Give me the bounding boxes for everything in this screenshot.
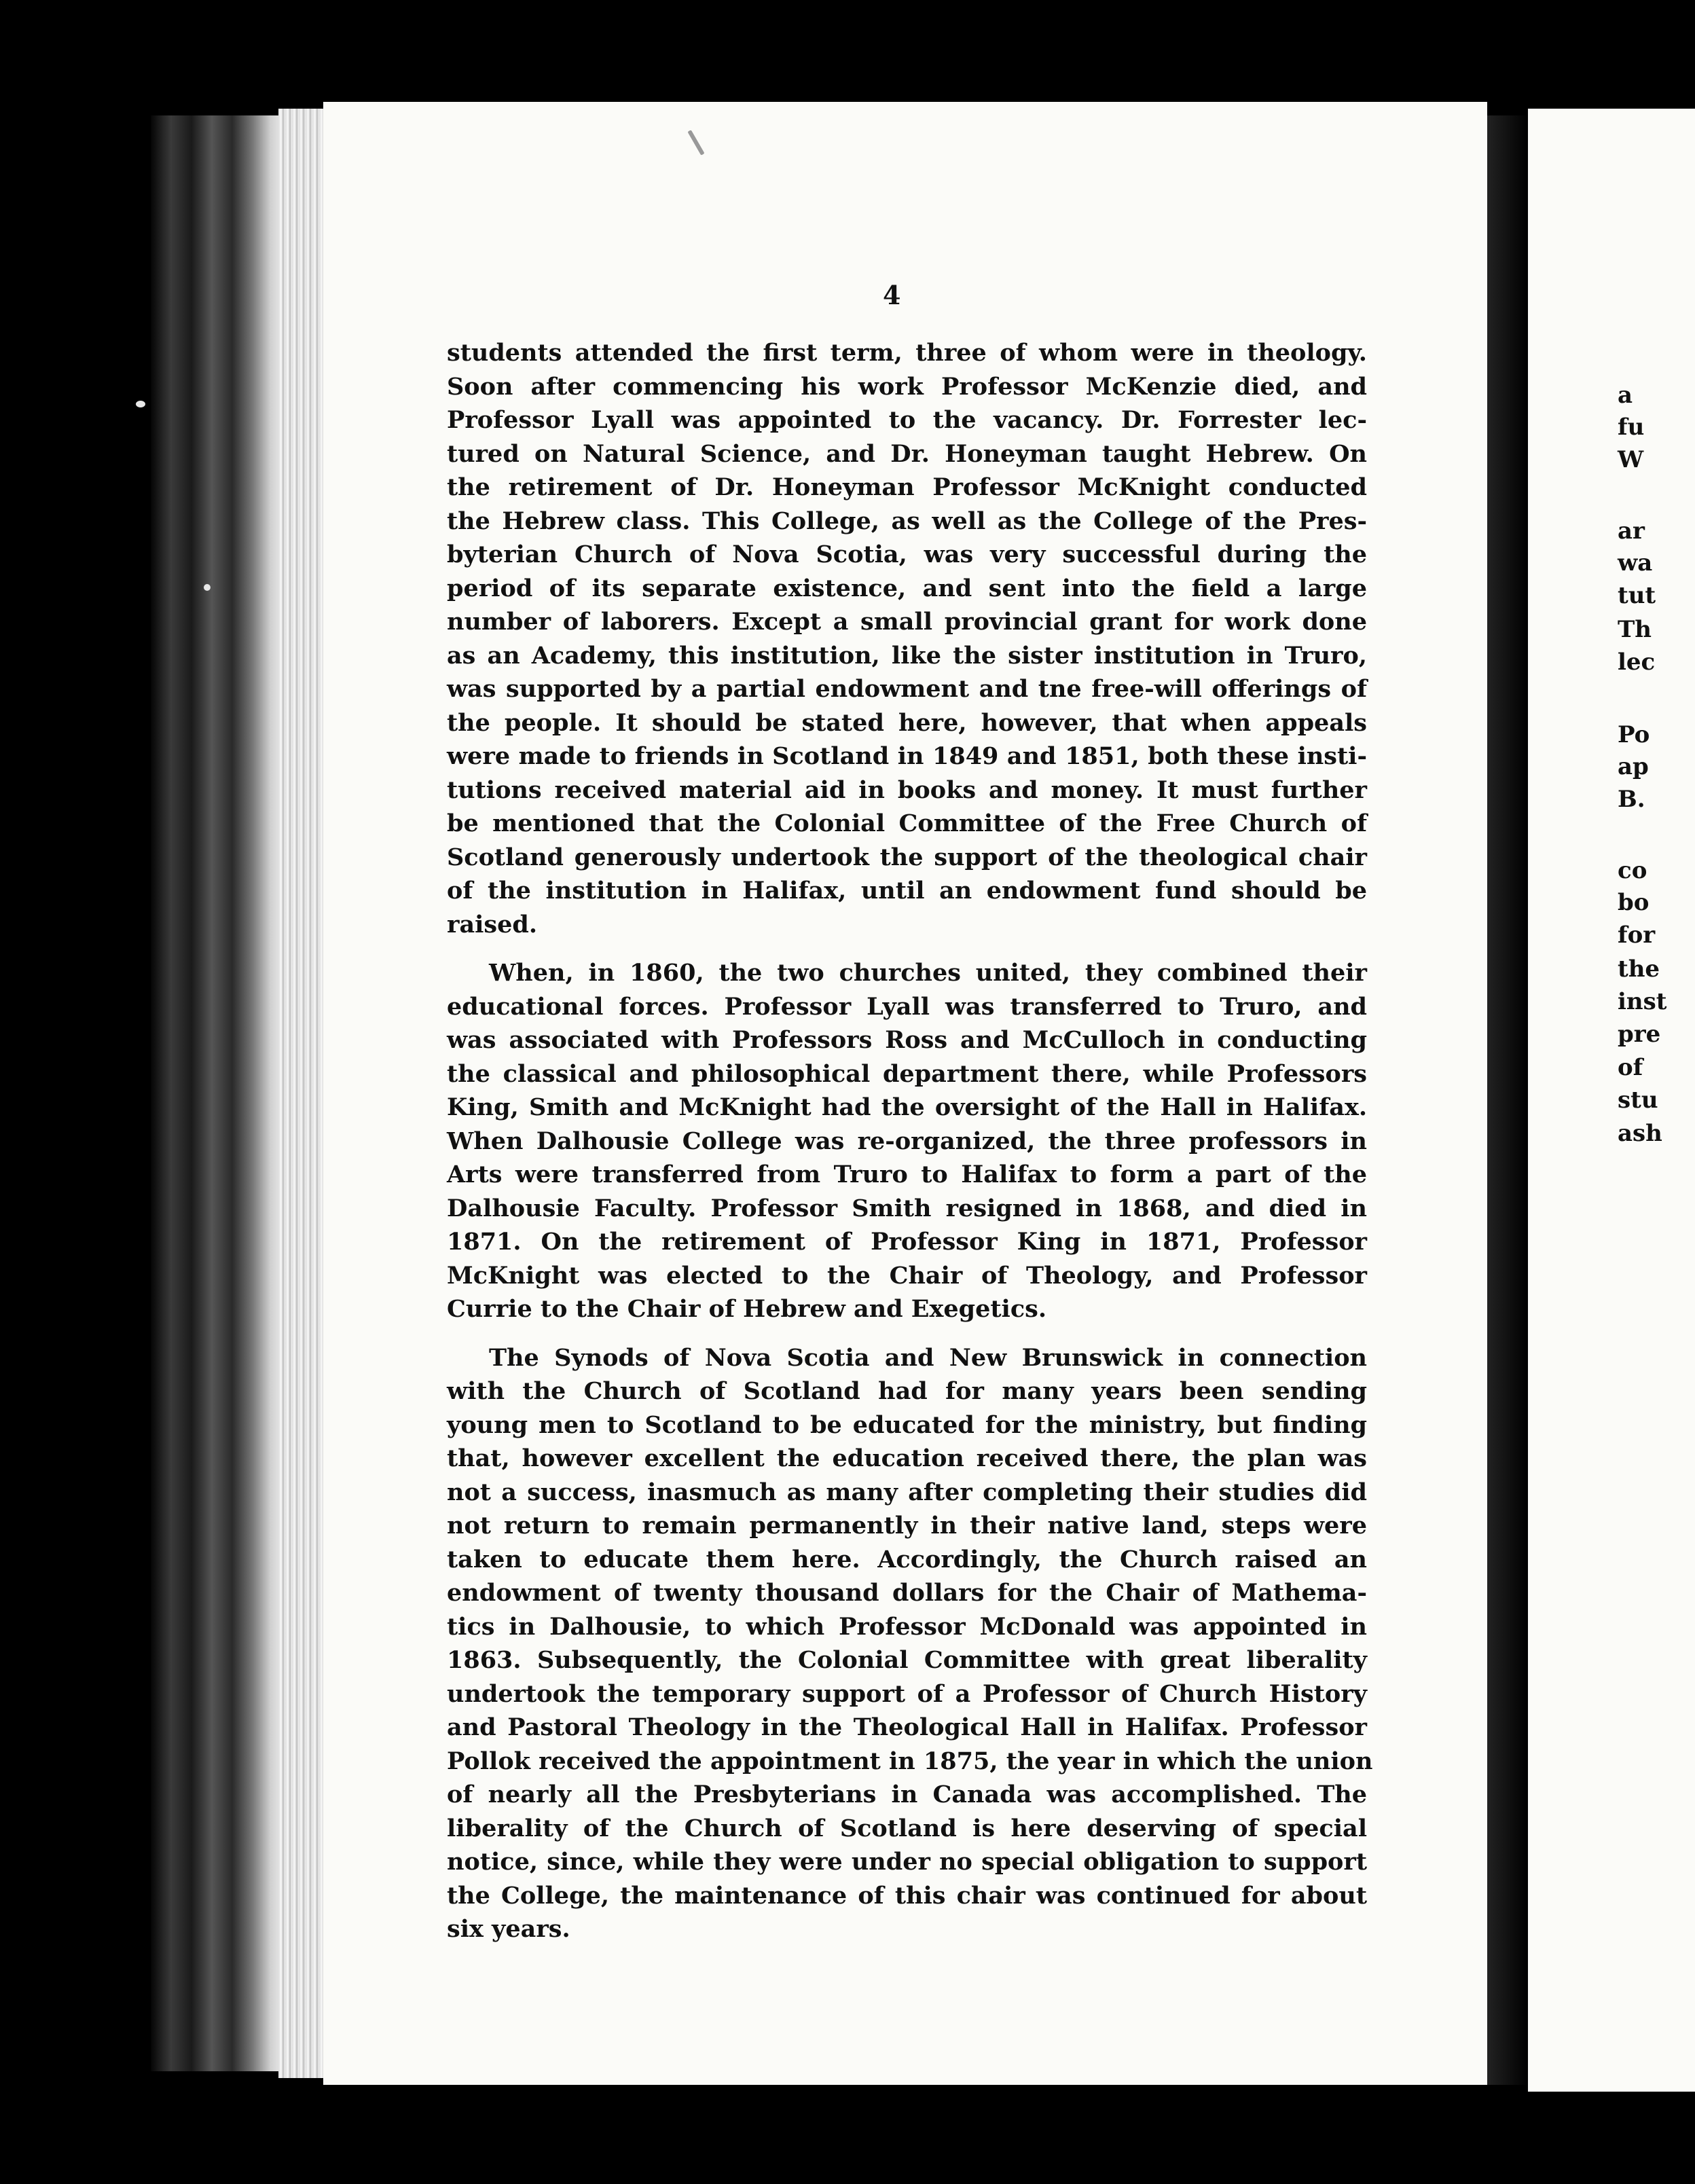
text-line: with the Church of Scotland had for many years been sending [447, 1377, 1367, 1405]
facing-page-fragment: a [1618, 382, 1633, 409]
text-line: McKnight was elected to the Chair of Theology, and Professor [447, 1261, 1367, 1290]
facing-page-fragment: fu [1618, 414, 1645, 441]
text-line: that, however excellent the education received there, the plan was [447, 1444, 1367, 1472]
text-line: taken to educate them here. Accordingly, the Church raised an [447, 1545, 1367, 1573]
facing-page [1528, 109, 1695, 2092]
facing-page-fragment: of [1618, 1054, 1643, 1081]
text-line: not return to remain permanently in their native land, steps were [447, 1512, 1367, 1540]
text-line: Arts were transferred from Truro to Halifax to form a part of the [447, 1161, 1367, 1188]
facing-page-fragment: B. [1618, 786, 1645, 813]
facing-page-fragment: W [1618, 446, 1644, 473]
text-line: Currie to the Chair of Hebrew and Exegetics. [447, 1295, 1047, 1323]
text-line: endowment of twenty thousand dollars for the Chair of Mathema- [447, 1579, 1367, 1607]
text-line: six years. [447, 1915, 570, 1943]
text-line: were made to friends in Scotland in 1849 and 1851, both these insti- [447, 742, 1367, 770]
facing-page-fragment: pre [1618, 1021, 1661, 1048]
text-line: not a success, inasmuch as many after completing their studies did [447, 1478, 1367, 1506]
facing-page-fragment: ar [1618, 517, 1645, 545]
text-line: the classical and philosophical department there, while Professors [447, 1059, 1367, 1088]
paragraph [447, 336, 1367, 941]
facing-page-fragment: inst [1618, 988, 1667, 1015]
body-text [447, 336, 1373, 1946]
text-line: as an Academy, this institution, like the sister institution in Truro, [447, 641, 1367, 670]
facing-page-fragment: Th [1618, 616, 1652, 643]
text-line: young men to Scotland to be educated for the ministry, but finding [447, 1410, 1367, 1439]
text-line: King, Smith and McKnight had the oversight of the Hall in Halifax. [447, 1093, 1367, 1121]
text-line: Scotland generously undertook the support of the theological chair [447, 843, 1367, 871]
text-line: was associated with Professors Ross and McCulloch in conducting [447, 1026, 1367, 1054]
text-line: liberality of the Church of Scotland is here deserving of special [447, 1814, 1367, 1842]
text-line: 1863. Subsequently, the Colonial Committee with great liberality [447, 1646, 1367, 1674]
facing-page-fragment: ap [1618, 753, 1649, 780]
text-line: number of laborers. Except a small provincial grant for work done [447, 608, 1367, 636]
facing-page-fragment: the [1618, 956, 1660, 983]
text-line: When Dalhousie College was re-organized, the three professors in [447, 1127, 1367, 1155]
text-line: the Hebrew class. This College, as well as the College of the Pres- [447, 507, 1367, 535]
paragraph-gap [447, 941, 1367, 956]
text-line: period of its separate existence, and sent into the field a large [447, 574, 1367, 602]
paragraph [447, 956, 1367, 1326]
text-line: raised. [447, 910, 538, 939]
paragraph [447, 1341, 1373, 1946]
text-line: was supported by a partial endowment and tne free-will offerings of [447, 675, 1367, 703]
page-edges [278, 109, 326, 2078]
book-spine [151, 115, 287, 2071]
text-line: undertook the temporary support of a Professor of Church History [447, 1679, 1367, 1708]
text-line: byterian Church of Nova Scotia, was very successful during the [447, 541, 1367, 568]
facing-page-fragment: bo [1618, 889, 1650, 916]
facing-page-fragment: tut [1618, 582, 1656, 609]
text-line: students attended the first term, three of whom were in theology. [447, 339, 1367, 367]
text-line: Professor Lyall was appointed to the vacancy. Dr. Forrester lec- [447, 406, 1367, 434]
paragraph-gap [447, 1326, 1367, 1341]
facing-page-fragment: lec [1618, 649, 1656, 676]
text-line: When, in 1860, the two churches united, they combined their [489, 959, 1367, 987]
text-line: educational forces. Professor Lyall was transferred to Truro, and [447, 992, 1367, 1021]
page-number: 4 [883, 280, 901, 310]
text-line: the retirement of Dr. Honeyman Professor McKnight conducted [447, 473, 1367, 501]
facing-page-fragment: co [1618, 857, 1647, 884]
facing-page-fragment: ash [1618, 1120, 1662, 1147]
facing-page-fragment: wa [1618, 549, 1653, 577]
text-line: the College, the maintenance of this chair was continued for about [447, 1881, 1367, 1910]
facing-page-fragment: stu [1618, 1087, 1658, 1114]
text-line: Pollok received the appointment in 1875, the year in which the union [447, 1747, 1373, 1775]
facing-page-fragment: Po [1618, 721, 1650, 748]
text-line: and Pastoral Theology in the Theological Hall in Halifax. Professor [447, 1713, 1367, 1741]
text-line: of nearly all the Presbyterians in Canada was accomplished. The [447, 1781, 1367, 1808]
text-line: 1871. On the retirement of Professor King in 1871, Professor [447, 1228, 1367, 1256]
text-line: tutions received material aid in books and money. It must further [447, 776, 1367, 804]
book-gutter [1487, 115, 1528, 2085]
text-line: Soon after commencing his work Professor McKenzie died, and [447, 372, 1367, 401]
facing-page-fragment: for [1618, 922, 1656, 949]
text-line: be mentioned that the Colonial Committee of the Free Church of [447, 809, 1367, 837]
text-line: notice, since, while they were under no special obligation to support [447, 1848, 1367, 1876]
text-line: the people. It should be stated here, however, that when appeals [447, 708, 1367, 737]
text-line: tured on Natural Science, and Dr. Honeyman taught Hebrew. On [447, 439, 1367, 468]
text-line: Dalhousie Faculty. Professor Smith resigned in 1868, and died in [447, 1194, 1367, 1222]
dust-speck [204, 584, 211, 591]
dust-speck [136, 401, 145, 407]
text-line: of the institution in Halifax, until an endowment fund should be [447, 877, 1367, 905]
text-line: tics in Dalhousie, to which Professor McDonald was appointed in [447, 1612, 1367, 1641]
text-line: The Synods of Nova Scotia and New Brunswick in connection [489, 1343, 1367, 1372]
